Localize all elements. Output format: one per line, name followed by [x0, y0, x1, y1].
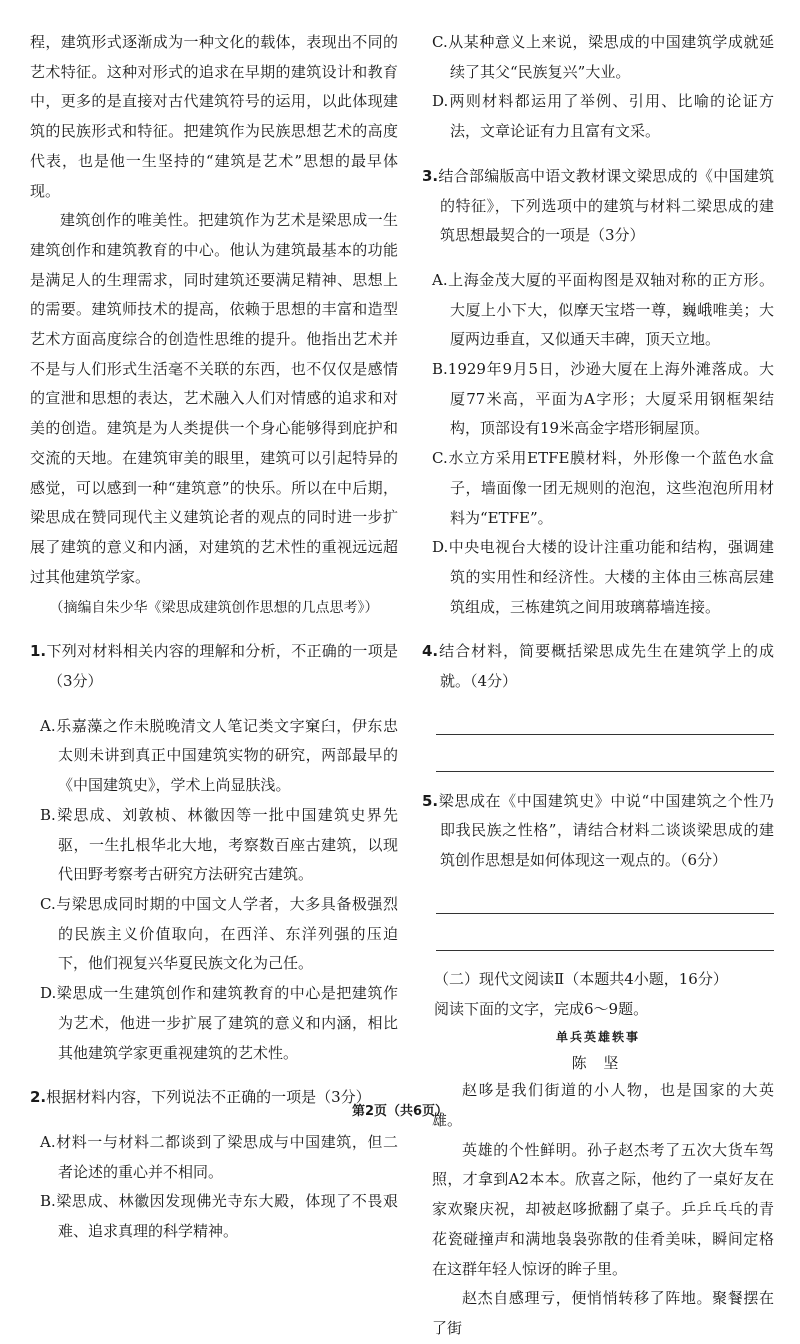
question-4-stem [422, 637, 774, 696]
option-text: 梁思成一生建筑创作和建筑教育的中心是把建筑作为艺术，他进一步扩展了建筑的意义和内涵，相比其他建筑学家更重视建筑的艺术性。 [56, 984, 398, 1062]
answer-line[interactable] [436, 928, 774, 951]
question-text: 根据材料内容，下列说法不正确的一项是（3分） [46, 1088, 371, 1107]
option-label: A. [40, 1132, 56, 1151]
option-label: C. [40, 894, 56, 913]
answer-line[interactable] [436, 891, 774, 914]
option-text: 梁思成、刘敦桢、林徽因等一批中国建筑史界先驱，一生扎根华北大地，考察数百座古建筑，以现代田野考察考古研究方法研究古建筑。 [55, 805, 398, 884]
option-text: 材料一与材料二都谈到了梁思成与中国建筑，但二者论述的重心并不相同。 [55, 1132, 398, 1181]
question-5 [422, 787, 774, 951]
question-number: 2. [30, 1088, 47, 1107]
question-text: 下列对材料相关内容的理解和分析，不正确的一项是（3分） [46, 642, 398, 691]
option-text: 两则材料都运用了举例、引用、比喻的论证方法，文章论证有力且富有文采。 [448, 92, 774, 141]
option-a [30, 712, 398, 801]
question-1-stem [30, 637, 398, 696]
option-a [422, 266, 774, 355]
answer-line[interactable] [436, 712, 774, 735]
question-number: 3. [422, 166, 439, 185]
option-label: A. [432, 270, 448, 289]
option-b [30, 1187, 398, 1246]
section-heading: （二）现代文阅读Ⅱ（本题共4小题，16分） [434, 969, 728, 988]
option-label: C. [432, 449, 448, 468]
option-d [422, 87, 774, 146]
passage-paragraph-beauty: 建筑创作的唯美性。把建筑作为艺术是梁思成一生建筑创作和建筑教育的中心。他认为建筑最基本的功能是满足人的生理需求，同时建筑还要满足精神、思想上的需要。建筑师技术的提高，依赖于思想的丰富和造型艺术方面高度综合的创造性思维的提升。他指出艺术并不是与人们形式生活毫不关联的东西，也不仅仅是感情的宣泄和思想的表达，艺术融入人们对情感的追求和对美的创造。建筑是为人类提供一个身心能够得到庇护和交流的天地。在建筑审美的眼里，建筑可以引起特异的感觉，可以感到一种“建筑意”的快乐。所以在中后期，梁思成在赞同现代主义建筑论者的观点的同时进一步扩展了建筑的意义和内涵，对建筑的艺术性的重视远远超过其他建筑学家。 [30, 211, 398, 586]
option-label: D. [432, 538, 449, 557]
question-number: 1. [30, 642, 47, 661]
option-label: B. [432, 360, 448, 379]
option-text: 乐嘉藻之作未脱晚清文人笔记类文字窠臼，伊东忠太则未讲到真正中国建筑实物的研究，两部最早的《中国建筑史》，学术上尚显肤浅。 [55, 716, 398, 795]
question-3 [422, 162, 774, 623]
section-instruction: 阅读下面的文字，完成6～9题。 [434, 999, 649, 1018]
option-text: 从某种意义上来说，梁思成的中国建筑学成就延续了其父“民族复兴”大业。 [447, 33, 774, 81]
story-paragraph: 赵哆是我们街道的小人物，也是国家的大英雄。 [432, 1081, 774, 1129]
option-text: 水立方采用ETFE膜材料，外形像一个蓝色水盒子，墙面像一团无规则的泡泡，这些泡泡所用材料为“ETFE”。 [447, 449, 774, 527]
option-b [30, 801, 398, 890]
option-c [422, 28, 774, 87]
question-4 [422, 637, 774, 771]
option-a [30, 1128, 398, 1187]
option-d [30, 979, 398, 1068]
question-number: 4. [422, 642, 439, 661]
option-c [30, 890, 398, 979]
question-5-stem [422, 787, 774, 876]
question-text: 结合部编版高中语文教材课文梁思成的《中国建筑的特征》，下列选项中的建筑与材料二梁思成的建筑思想最契合的一项是（3分） [438, 166, 774, 245]
question-text: 结合材料，简要概括梁思成先生在建筑学上的成就。（4分） [438, 642, 774, 691]
question-3-stem [422, 162, 774, 251]
story-paragraph: 赵杰自感理亏，便悄悄转移了阵地。聚餐摆在了街 [432, 1289, 774, 1337]
left-column [30, 28, 398, 1247]
option-text: 1929年9月5日，沙逊大厦在上海外滩落成。大厦77米高，平面为A字形；大厦采用钢框架结构，顶部设有19米高金字塔形铜屋顶。 [447, 360, 774, 438]
option-text: 梁思成、林徽因发现佛光寺东大殿，体现了不畏艰难、追求真理的科学精神。 [55, 1192, 398, 1241]
option-label: D. [432, 92, 449, 111]
story-author: 陈 坚 [571, 1054, 625, 1073]
option-label: B. [40, 1192, 56, 1211]
right-column [422, 28, 774, 1344]
option-d [422, 533, 774, 622]
question-number: 5. [422, 791, 439, 810]
option-b [422, 355, 774, 444]
option-c [422, 444, 774, 533]
option-label: C. [432, 33, 448, 51]
answer-line[interactable] [436, 749, 774, 772]
option-text: 与梁思成同时期的中国文人学者，大多具备极强烈的民族主义价值取向，在西洋、东洋列强的压迫下，他们视复兴华夏民族文化为己任。 [55, 894, 398, 973]
page-footer: 第2页（共6页） [351, 1104, 449, 1119]
option-label: D. [40, 984, 57, 1003]
passage-source: （摘编自朱少华《梁思成建筑创作思想的几点思考》） [49, 600, 379, 617]
question-text: 梁思成在《中国建筑史》中说“中国建筑之个性乃即我民族之性格”，请结合材料二谈谈梁思成的建筑创作思想是如何体现这一观点的。（6分） [438, 791, 774, 870]
story-paragraph: 英雄的个性鲜明。孙子赵杰考了五次大货车驾照，才拿到A2本本。欣喜之际，他约了一桌好友在家欢聚庆祝，却被赵哆掀翻了桌子。乒乒乓乓的青花瓷碰撞声和满地袅袅弥散的佳肴美味，瞬间定格在这群年轻人惊讶的眸子里。 [432, 1140, 774, 1278]
option-label: B. [40, 805, 56, 824]
option-text: 中央电视台大楼的设计注重功能和结构，强调建筑的实用性和经济性。大楼的主体由三栋高层建筑组成，三栋建筑之间用玻璃幕墙连接。 [448, 538, 774, 616]
question-1 [30, 637, 398, 1068]
story-title: 单兵英雄轶事 [555, 1030, 640, 1045]
option-label: A. [40, 716, 56, 735]
option-text: 上海金茂大厦的平面构图是双轴对称的正方形。大厦上小下大，似摩天宝塔一尊，巍峨唯美；大厦两边垂直，又似通天丰碑，顶天立地。 [447, 270, 774, 349]
passage-paragraph-continued: 程，建筑形式逐渐成为一种文化的载体，表现出不同的艺术特征。这种对形式的追求在早期的建筑设计和教育中，更多的是直接对古代建筑符号的运用，以此体现建筑的民族形式和特征。把建筑作为民族思想艺术的高度代表，也是他一生坚持的“建筑是艺术”思想的最早体现。 [30, 33, 398, 200]
